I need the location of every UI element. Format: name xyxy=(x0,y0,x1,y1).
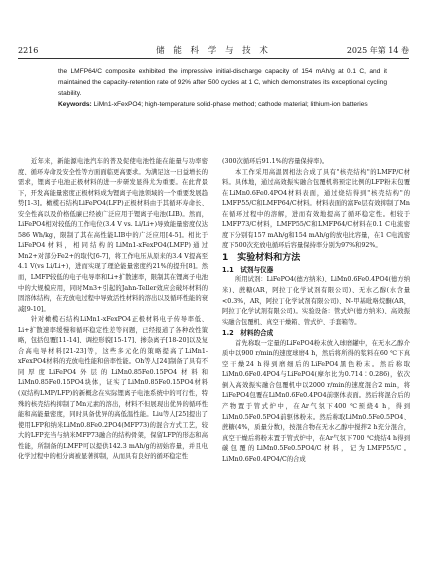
header-rule xyxy=(18,58,409,59)
right-column xyxy=(222,157,410,465)
intro-paragraph-2: 针对橄榄石结构LiMn1-xFexPO4正极材料电子传导率低、Li+扩散速率缓慢和循环稳定性差等问题，已经报道了各种改性策略，包括包覆[11-14]、调控形貌[15-17]、掺杂离子[18-20]以及复合高电导材料[21-23]等，这些多元化的策略提高了LiMn1-xFexPO4材料的充放电性能和倍率性能。Oh等人[24]制备了具有不同厚度LiFePO4外层的LiMn0.85Fe0.15PO4材料和LiMn0.85Fe0.15PO4块体，证实了LiMn0.85Fe0.15PO4材料(双结构LMP/LFP)的新概念在实际锂离子电池系统中的可行性，特殊的核壳结构抑制了Mn元素的溶出，材料不但展现出优异的循环性能和高能量密度，同时具备优异的高低温性能。Liu等人[25]提出了使用LFP和纳米LiMn0.8Fe0.2PO4(MFP73)的混合方式工艺，较大的LFP充当与纳米MFP73融合的结构骨架，保留LFP的形态和高性能，所制备的LMFP可以提供142.3 mAh/g的初始容量，并且电化学过程中的相分离被显著抑制，从而具有良好的循环稳定性 xyxy=(18,316,208,461)
abstract-block xyxy=(58,66,387,110)
left-column xyxy=(18,157,208,463)
abstract-text: the LMFP64/C composite exhibited the impressive initial-discharge capacity of 154 mAh/g at 0.1 C, and it maintained the capacity-retention rate of 92% after 500 cycles at 1 C, which demonstrates its exceptional cycling stability. xyxy=(58,68,387,97)
intro-paragraph-1: 近年来，新能源电池汽车的普及促使电池性能在能量与功率密度、循环寿命及安全性等方面面临更高要求。为满足这一日益增长的需求，锂离子电池正极材料的进一步研发显得尤为重要。在此背景下，开发高能量密度正极材料成为锂离子电池领域的一个重要发展趋势[1-3]。橄榄石结构LiFePO4(LFP)正极材料由于其循环寿命长、安全性高以及价格低廉已经被广泛应用于锂离子电池(LIB)。然而，LiFePO4相对较低的工作电位(3.4 V vs. Li/Li+)导致能量密度仅达586 Wh/kg，限制了其在高性能LIB中的广泛应用[4-5]。相比于LiFePO4材料，相同结构的LiMn1-xFexPO4(LMFP)通过Mn2+对部分Fe2+的取代[6-7]，将工作电压从原来的3.4 V提高至4.1 V(vs Li/Li+)，进而实现了理论能量密度约21%的提升[8]。然而，LMFP较低的电子电导率和Li+扩散速率，限制其在锂离子电池中的大规模应用，同时Mn3+引起的Jahn-Teller效应会破坏材料的固溶体结构，在充放电过程中导致活性材料的溶出以及循环性能的衰减[9-10]。 xyxy=(18,158,208,313)
subsection-heading-1-2: 1.2 材料的合成 xyxy=(222,329,274,338)
intro-paragraph-continuation: (300次循环后91.1%的容量保持率)。 xyxy=(222,158,329,165)
synthesis-paragraph: 首先称取一定量的LiFePO4粉末放入球磨罐中，在无水乙醇介质中以900 r/min的速度球磨4 h，然后将所得的浆料在60 ℃下真空干燥24 h得到磨细后的LiFePO4黑色粉末。然后称取LiMn0.6Fe0.4PO4与LiFePO4(摩尔比为0.714∶0.286)，依次倒入高效振实融合包覆机中以2000 r/min的速度混合2 min，将LiFePO4包覆在LiMn0.6Fe0.4PO4前驱体表面。然后将混合后的产物置于管式炉中，在Ar气氛下400 ℃预烧4 h，得到LiMn0.5Fe0.5PO4前驱体粉末。然后称取LiMn0.5Fe0.5PO4、蔗糖(4%，质量分数)，按混合物在无水乙醇中搅拌2 h充分混合，真空干燥后将粉末置于管式炉中，在Ar气氛下700 ℃烧结4 h得到碳包覆的LiMn0.5Fe0.5PO4/C材料，记为LMFP55/C。LiMn0.6Fe0.4PO4/C的合成 xyxy=(222,339,410,463)
keywords-text: LiMn1-xFexPO4; high-temperature solid-phase method; cathode material; lithium-ion batteries xyxy=(93,101,368,108)
section-heading-1: 1 实验材料和方法 xyxy=(222,252,301,263)
keywords-line xyxy=(58,99,387,110)
page-header xyxy=(18,44,409,56)
page-number: 2216 xyxy=(18,45,39,55)
subsection-heading-1-1: 1.1 试剂与仪器 xyxy=(222,265,274,274)
intro-paragraph-3: 本工作采用高温固相法合成了具有"核壳结构"的LMFP/C材料。具体地，通过高效振实融合包覆机将预定比例的LFP粉末包覆在LiMn0.6Fe0.4PO4材料表面，通过烧结得到"核壳结构"的LMFP55/C和LMFP64/C材料。材料表面的富Fe层有效抑制了Mn在循环过程中的溶解，进而有效地提高了循环稳定性。相较于LMFP73/C材料，LMFP55/C和LMFP64/C材料在0.1 C电流密度下分别有157 mAh/g和154 mAh/g的放电比容量，在1 C电流密度下500次充放电循环后容量保持率分别为97%和92%。 xyxy=(222,168,410,250)
keywords-label: Keywords: xyxy=(58,101,92,108)
issue-info: 2025 年第 14 卷 xyxy=(346,45,409,55)
reagents-paragraph: 所用试剂：LiFePO4(德方纳米)、LiMn0.6Fe0.4PO4(德方纳米)、蔗糖(AR，阿拉丁化学试剂有限公司)、无水乙醇(水含量<0.3%，AR，阿拉丁化学试剂有限公司)、N-甲基吡咯烷酮(AR，阿拉丁化学试剂有限公司)。实验设备：管式炉(德方纳米)、高效振实融合包覆机、真空干燥箱、管式炉、手套箱等。 xyxy=(222,276,410,326)
journal-name: 储 能 科 学 与 技 术 xyxy=(156,46,271,56)
